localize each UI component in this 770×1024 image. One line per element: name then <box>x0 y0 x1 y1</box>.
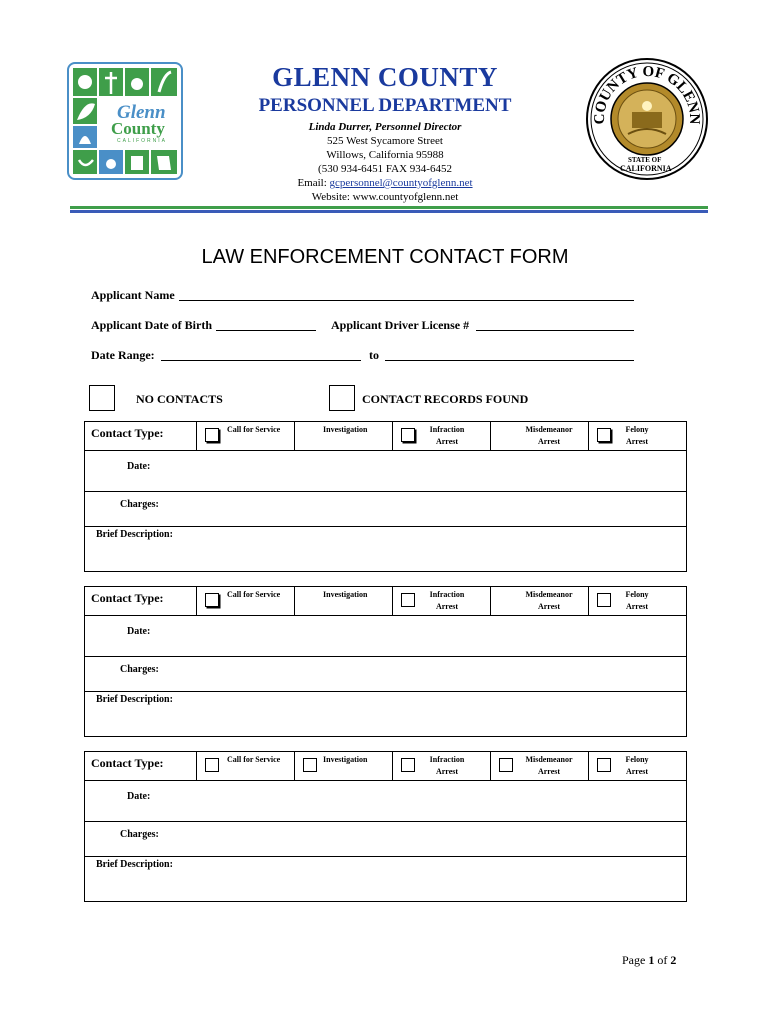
misdemeanor-arrest-label: Misdemeanor Arrest <box>525 590 573 611</box>
logo-text-california: CALIFORNIA <box>117 138 168 144</box>
description-label: Brief Description: <box>96 529 173 540</box>
date-range-end-field[interactable] <box>385 360 634 361</box>
contact-record-1 <box>84 421 687 572</box>
email-label: Email: <box>297 177 327 189</box>
license-field[interactable] <box>476 330 634 331</box>
page-current: 1 <box>648 953 655 967</box>
email-line <box>230 176 540 190</box>
logo-text-county: County <box>111 119 165 138</box>
county-logo <box>67 62 183 180</box>
header-rule-blue <box>70 210 708 213</box>
date-label: Date: <box>127 626 151 637</box>
records-found-label: CONTACT RECORDS FOUND <box>362 392 529 406</box>
charges-row[interactable] <box>85 492 686 527</box>
felony-arrest-label: Felony Arrest <box>625 590 649 611</box>
date-row[interactable] <box>85 781 686 822</box>
call-for-service-label: Call for Service <box>227 755 281 764</box>
page-prefix: Page <box>622 953 646 967</box>
investigation-label: Investigation <box>323 590 368 599</box>
dob-label: Applicant Date of Birth <box>91 318 212 332</box>
option-misdemeanor-arrest <box>490 587 588 615</box>
svg-text:COUNTY OF GLENN <box>592 64 702 125</box>
date-range-to-label: to <box>369 348 379 362</box>
misdemeanor-arrest-label: Misdemeanor Arrest <box>525 755 573 776</box>
investigation-checkbox[interactable] <box>303 758 317 772</box>
charges-label: Charges: <box>120 829 159 840</box>
description-row[interactable] <box>85 527 686 571</box>
charges-label: Charges: <box>120 664 159 675</box>
felony-arrest-label: Felony Arrest <box>625 755 649 776</box>
department-title: PERSONNEL DEPARTMENT <box>258 95 512 116</box>
contact-record-3 <box>84 751 687 902</box>
call-for-service-label: Call for Service <box>227 425 281 434</box>
date-range-label: Date Range: <box>91 348 155 362</box>
option-investigation <box>294 752 392 780</box>
option-call-for-service <box>196 587 294 615</box>
email-link[interactable]: gcpersonnel@countyofglenn.net <box>329 177 473 189</box>
date-range-start-field[interactable] <box>161 360 361 361</box>
county-title: GLENN COUNTY <box>272 62 498 92</box>
no-contacts-checkbox[interactable] <box>89 385 115 411</box>
call-for-service-checkbox[interactable] <box>205 758 219 772</box>
infraction-arrest-checkbox[interactable] <box>401 428 415 442</box>
misdemeanor-arrest-checkbox[interactable] <box>499 758 513 772</box>
infraction-arrest-label: Infraction Arrest <box>429 755 465 776</box>
option-misdemeanor-arrest <box>490 422 588 450</box>
option-felony-arrest <box>588 587 686 615</box>
records-found-checkbox[interactable] <box>329 385 355 411</box>
no-contacts-label: NO CONTACTS <box>136 392 223 406</box>
investigation-label: Investigation <box>323 425 368 434</box>
option-investigation <box>294 422 392 450</box>
header-rule-green <box>70 206 708 209</box>
option-felony-arrest <box>588 422 686 450</box>
option-infraction-arrest <box>392 422 490 450</box>
page-total: 2 <box>670 953 677 967</box>
option-infraction-arrest <box>392 752 490 780</box>
option-call-for-service <box>196 752 294 780</box>
logo-text-glenn: Glenn <box>117 102 166 123</box>
form-title: LAW ENFORCEMENT CONTACT FORM <box>201 246 569 268</box>
option-investigation <box>294 587 392 615</box>
description-label: Brief Description: <box>96 694 173 705</box>
contact-record-2 <box>84 586 687 737</box>
description-label: Brief Description: <box>96 859 173 870</box>
seal-text-state: STATE OF <box>628 156 662 164</box>
seal-text-top: COUNTY OF GLENN <box>591 63 703 125</box>
felony-arrest-label: Felony Arrest <box>625 425 649 446</box>
county-seal <box>584 56 710 182</box>
applicant-name-label: Applicant Name <box>91 288 175 302</box>
date-row[interactable] <box>85 616 686 657</box>
street-address: 525 West Sycamore Street <box>327 135 443 147</box>
description-row[interactable] <box>85 857 686 901</box>
dob-field[interactable] <box>216 330 316 331</box>
license-label: Applicant Driver License # <box>331 318 470 332</box>
contact-type-row <box>85 752 686 781</box>
charges-row[interactable] <box>85 657 686 692</box>
option-felony-arrest <box>588 752 686 780</box>
contact-type-label: Contact Type: <box>91 591 164 605</box>
call-for-service-checkbox[interactable] <box>205 428 219 442</box>
website-line: Website: www.countyofglenn.net <box>311 191 459 203</box>
infraction-arrest-checkbox[interactable] <box>401 593 415 607</box>
seal-text-california: CALIFORNIA <box>620 164 672 173</box>
date-row[interactable] <box>85 451 686 492</box>
charges-row[interactable] <box>85 822 686 857</box>
contact-type-label: Contact Type: <box>91 426 164 440</box>
option-misdemeanor-arrest <box>490 752 588 780</box>
infraction-arrest-checkbox[interactable] <box>401 758 415 772</box>
infraction-arrest-label: Infraction Arrest <box>429 590 465 611</box>
felony-arrest-checkbox[interactable] <box>597 593 611 607</box>
felony-arrest-checkbox[interactable] <box>597 758 611 772</box>
director-line: Linda Durrer, Personnel Director <box>308 121 462 133</box>
page-of: of <box>657 953 668 967</box>
infraction-arrest-label: Infraction Arrest <box>429 425 465 446</box>
contact-type-label: Contact Type: <box>91 756 164 770</box>
call-for-service-label: Call for Service <box>227 590 281 599</box>
date-label: Date: <box>127 791 151 802</box>
page-number <box>622 953 676 968</box>
misdemeanor-arrest-label: Misdemeanor Arrest <box>525 425 573 446</box>
applicant-name-field[interactable] <box>179 300 634 301</box>
option-infraction-arrest <box>392 587 490 615</box>
felony-arrest-checkbox[interactable] <box>597 428 611 442</box>
city-address: Willows, California 95988 <box>326 149 444 161</box>
option-call-for-service <box>196 422 294 450</box>
phone-fax: (530 934-6451 FAX 934-6452 <box>318 163 452 175</box>
date-label: Date: <box>127 461 151 472</box>
investigation-label: Investigation <box>323 755 368 764</box>
call-for-service-checkbox[interactable] <box>205 593 219 607</box>
contact-type-row <box>85 587 686 616</box>
contact-type-row <box>85 422 686 451</box>
charges-label: Charges: <box>120 499 159 510</box>
description-row[interactable] <box>85 692 686 736</box>
